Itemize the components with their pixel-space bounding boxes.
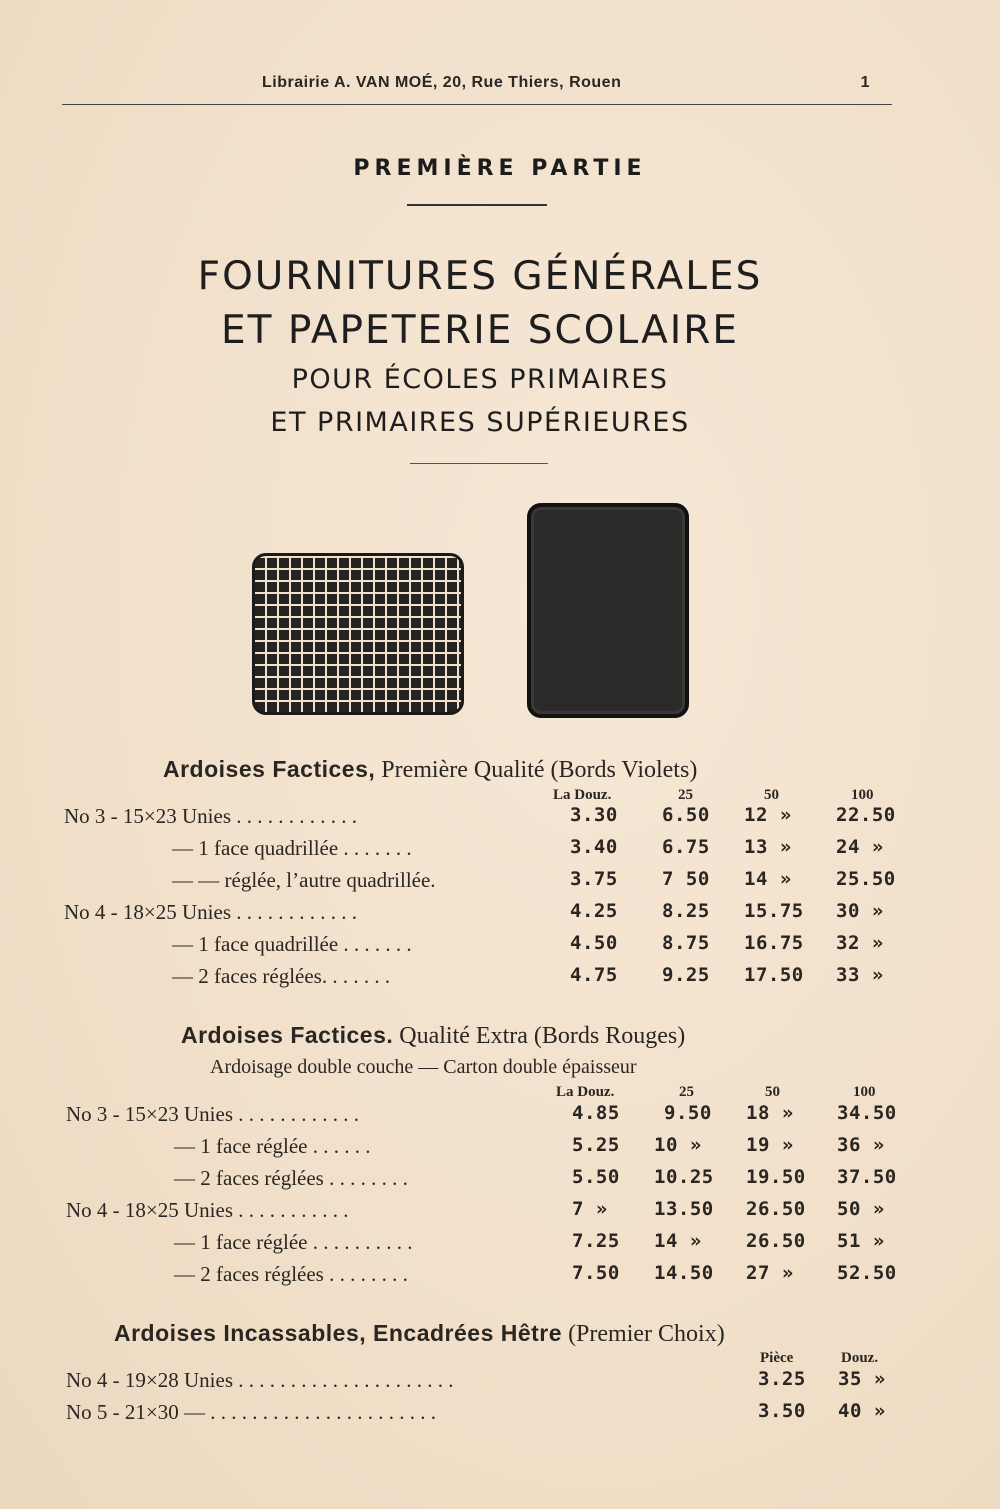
page-number: 1: [860, 74, 870, 91]
table-row: [62, 1230, 902, 1258]
price-50: 18 »: [746, 1102, 794, 1124]
price-25: 9.25: [662, 964, 710, 986]
row-label: No 4 - 19×28 Unies . . . . . . . . . . . . . . . . . . . . .: [66, 1368, 454, 1392]
table-row: [62, 1134, 902, 1162]
price-douz: 4.50: [570, 932, 618, 954]
section-3-title-rest: (Premier Choix): [568, 1321, 725, 1347]
price-100: 32 »: [836, 932, 884, 954]
row-label: — 1 face réglée . . . . . . . . . .: [174, 1230, 413, 1254]
table-row: [62, 1166, 902, 1194]
title-divider: [410, 463, 548, 464]
price-douz: 3.40: [570, 836, 618, 858]
price-100: 24 »: [836, 836, 884, 858]
price-50: 27 »: [746, 1262, 794, 1284]
price-50: 26.50: [746, 1230, 806, 1252]
title-line-3: POUR ÉCOLES PRIMAIRES: [291, 364, 669, 395]
section-2-subtitle: Ardoisage double couche — Carton double épaisseur: [210, 1056, 637, 1078]
price-100: 33 »: [836, 964, 884, 986]
price-100: 25.50: [836, 868, 896, 890]
price-douz: 5.25: [572, 1134, 620, 1156]
price-100: 36 »: [837, 1134, 885, 1156]
price-25: 14.50: [654, 1262, 714, 1284]
price-douz: 5.50: [572, 1166, 620, 1188]
table-row: [62, 900, 902, 928]
section-1-title-rest: Première Qualité (Bords Violets): [381, 757, 698, 783]
price-douz: 7 »: [572, 1198, 608, 1220]
price-douz: 4.75: [570, 964, 618, 986]
price-25: 8.25: [662, 900, 710, 922]
col-header-25: 25: [679, 1084, 694, 1100]
row-label: — 2 faces réglées. . . . . . .: [172, 964, 391, 988]
col-header-25: 25: [678, 787, 693, 803]
price-50: 19 »: [746, 1134, 794, 1156]
row-label: — 1 face quadrillée . . . . . . .: [172, 932, 412, 956]
section-1-title: [163, 756, 697, 784]
section-1-title-bold: Ardoises Factices,: [163, 756, 376, 782]
col-header-100: 100: [851, 787, 874, 803]
row-label: No 3 - 15×23 Unies . . . . . . . . . . . .: [64, 804, 357, 828]
price-25: 10 »: [654, 1134, 702, 1156]
plain-slate-illustration: [527, 503, 689, 718]
table-row: [62, 1400, 902, 1428]
price-25: 13.50: [654, 1198, 714, 1220]
section-2-title: [181, 1022, 685, 1050]
price-100: 51 »: [837, 1230, 885, 1252]
col-header-douz: La Douz.: [553, 787, 612, 803]
price-piece: 3.50: [758, 1400, 806, 1422]
col-header-100: 100: [853, 1084, 876, 1100]
row-label: No 4 - 18×25 Unies . . . . . . . . . . .: [66, 1198, 349, 1222]
price-douz: 4.25: [570, 900, 618, 922]
price-douz: 35 »: [838, 1368, 886, 1390]
section-2-title-bold: Ardoises Factices.: [181, 1022, 394, 1048]
price-50: 13 »: [744, 836, 792, 858]
row-label: — 2 faces réglées . . . . . . . .: [174, 1166, 408, 1190]
price-100: 22.50: [836, 804, 896, 826]
price-50: 19.50: [746, 1166, 806, 1188]
price-25: 9.50: [664, 1102, 712, 1124]
row-label: — 2 faces réglées . . . . . . . .: [174, 1262, 408, 1286]
price-25: 6.75: [662, 836, 710, 858]
row-label: — — réglée, l’autre quadrillée.: [172, 868, 436, 892]
table-row: [62, 964, 902, 992]
table-row: [62, 836, 902, 864]
col-header-50: 50: [765, 1084, 780, 1100]
price-50: 16.75: [744, 932, 804, 954]
price-25: 6.50: [662, 804, 710, 826]
table-row: [62, 804, 902, 832]
price-25: 10.25: [654, 1166, 714, 1188]
price-100: 30 »: [836, 900, 884, 922]
table-row: [62, 932, 902, 960]
table-row: [62, 1102, 902, 1130]
col-header-douz: Douz.: [841, 1350, 879, 1366]
header-rule: [62, 104, 892, 105]
price-25: 8.75: [662, 932, 710, 954]
table-row: [62, 1198, 902, 1226]
price-100: 52.50: [837, 1262, 897, 1284]
row-label: No 4 - 18×25 Unies . . . . . . . . . . . .: [64, 900, 357, 924]
title-line-1: FOURNITURES GÉNÉRALES: [197, 254, 763, 299]
table-row: [62, 1262, 902, 1290]
col-header-piece: Pièce: [760, 1350, 794, 1366]
price-douz: 7.25: [572, 1230, 620, 1252]
row-label: — 1 face quadrillée . . . . . . .: [172, 836, 412, 860]
row-label: No 5 - 21×30 — . . . . . . . . . . . . . . . . . . . . . .: [66, 1400, 437, 1424]
part-underline: [407, 204, 547, 206]
price-50: 12 »: [744, 804, 792, 826]
price-25: 14 »: [654, 1230, 702, 1252]
price-100: 50 »: [837, 1198, 885, 1220]
price-50: 17.50: [744, 964, 804, 986]
price-50: 26.50: [746, 1198, 806, 1220]
row-label: — 1 face réglée . . . . . .: [174, 1134, 371, 1158]
price-100: 37.50: [837, 1166, 897, 1188]
price-50: 15.75: [744, 900, 804, 922]
price-douz: 7.50: [572, 1262, 620, 1284]
price-douz: 40 »: [838, 1400, 886, 1422]
section-2-title-rest: Qualité Extra (Bords Rouges): [399, 1023, 686, 1049]
section-3-title-bold: Ardoises Incassables, Encadrées Hêtre: [114, 1320, 563, 1346]
row-label: No 3 - 15×23 Unies . . . . . . . . . . . .: [66, 1102, 359, 1126]
header-text: Librairie A. VAN MOÉ, 20, Rue Thiers, Rouen: [262, 74, 622, 91]
price-piece: 3.25: [758, 1368, 806, 1390]
title-line-4: ET PRIMAIRES SUPÉRIEURES: [270, 407, 690, 438]
price-50: 14 »: [744, 868, 792, 890]
table-row: [62, 1368, 902, 1396]
price-douz: 3.30: [570, 804, 618, 826]
price-douz: 4.85: [572, 1102, 620, 1124]
table-row: [62, 868, 902, 896]
col-header-douz: La Douz.: [556, 1084, 615, 1100]
col-header-50: 50: [764, 787, 779, 803]
price-25: 7 50: [662, 868, 710, 890]
section-3-title: [114, 1320, 725, 1348]
title-line-2: ET PAPETERIE SCOLAIRE: [220, 308, 740, 353]
price-douz: 3.75: [570, 868, 618, 890]
part-heading: PREMIÈRE PARTIE: [353, 156, 647, 181]
grid-slate-illustration: [252, 553, 464, 715]
price-100: 34.50: [837, 1102, 897, 1124]
